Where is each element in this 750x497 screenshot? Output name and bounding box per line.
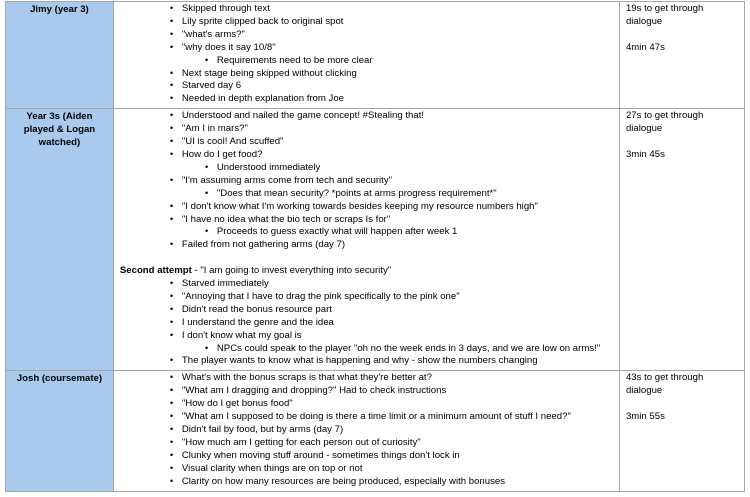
observation-item: • "I'm assuming arms come from tech and security" [120,175,614,188]
observations-list [120,110,614,368]
timing-line [626,136,739,149]
observation-subitem: • Requirements need to be more clear [120,55,614,68]
tester-name-cell: Year 3s (Aiden played & Logan watched) [6,109,114,371]
observation-item: • Didn't read the bonus resource part [120,304,614,317]
observation-item: • I don't know what my goal is [120,330,614,343]
observation-item: • The player wants to know what is happening and why - show the numbers changing [120,355,614,368]
timing-line [626,29,739,42]
timing-line: 3min 55s [625,411,665,423]
table-row [6,109,745,371]
timing-line: 27s to get through [625,110,704,122]
observation-item: • Failed from not gathering arms (day 7) [120,239,614,252]
observations-list [120,372,614,488]
observation-item: • Didn't fail by food, but by arms (day 7) [120,424,614,437]
observation-item: • "I have no idea what the bio tech or scraps Is for" [120,214,614,227]
observation-subitem: • Understood immediately [120,162,614,175]
playtest-notes-table [5,1,745,492]
attempt-heading-text: - "I am going to invest everything into security" [191,265,392,277]
observation-item: • What's with the bonus scraps is that what they're better at? [120,372,614,385]
observation-item: • "What am I supposed to be doing is there a time limit or a minimum amount of stuff I need?" [120,411,614,424]
timing-line: dialogue [625,385,663,397]
observation-item: • How do I get food? [120,149,614,162]
observation-subitem: • "Does that mean security? *points at arms progress requirement*" [120,188,614,201]
observation-item: • "UI is cool! And scuffed" [120,136,614,149]
tester-name-cell: Jimy (year 3) [6,2,114,109]
observation-item: • "How do I get bonus food" [120,398,614,411]
observation-item: • "What am I dragging and dropping?" Had to check instructions [120,385,614,398]
timing-line: 19s to get through [625,3,704,14]
observation-item: • Needed in depth explanation from Joe [120,93,614,106]
observations-cell [113,109,619,371]
observation-item: • "How much am I getting for each person out of curiosity" [120,437,614,450]
timing-line: 4min 47s [625,41,665,53]
timing-line: 43s to get through [625,372,704,384]
observation-item: • "what's arms?" [120,29,614,42]
observation-item: • Skipped through text [120,3,614,16]
table-row [6,371,745,491]
observations-list [120,3,614,106]
timing-line: dialogue [625,123,663,135]
observation-item: • "I don't know what I'm working towards besides keeping my resource numbers high" [120,201,614,214]
observation-item: • Starved day 6 [120,80,614,93]
table-row [6,2,745,109]
observation-item: • I understand the genre and the idea [120,317,614,330]
observation-subitem: • NPCs could speak to the player "oh no the week ends in 3 days, and we are low on arms!" [120,343,614,356]
observation-item: • Clarity on how many resources are being produced, especially with bonuses [120,476,614,489]
observation-item: • "Am I in mars?" [120,123,614,136]
observation-item: • "Annoying that I have to drag the pink specifically to the pink one" [120,291,614,304]
table-body [6,2,745,492]
observations-cell [113,2,619,109]
observation-item: • Visual clarity when things are on top or not [120,463,614,476]
tester-name-cell: Josh (coursemate) [6,371,114,491]
timing-cell [619,2,744,109]
timing-line: 3min 45s [625,148,665,160]
attempt-heading [120,265,614,278]
observation-item: • Clunky when moving stuff around - sometimes things don't lock in [120,450,614,463]
timing-cell [619,371,744,491]
timing-line: dialogue [625,15,663,27]
timing-line [626,398,739,411]
observation-item: • Lily sprite clipped back to original spot [120,16,614,29]
observation-item: • Understood and nailed the game concept! #Stealing that! [120,110,614,123]
observation-item: • Next stage being skipped without clicking [120,68,614,81]
observations-cell [113,371,619,491]
observation-subitem: • Proceeds to guess exactly what will happen after week 1 [120,226,614,239]
timing-cell [619,109,744,371]
attempt-heading-label: Second attempt [119,265,192,277]
spacer [120,252,614,265]
observation-item: • "why does it say 10/8" [120,42,614,55]
observation-item: • Starved immediately [120,278,614,291]
